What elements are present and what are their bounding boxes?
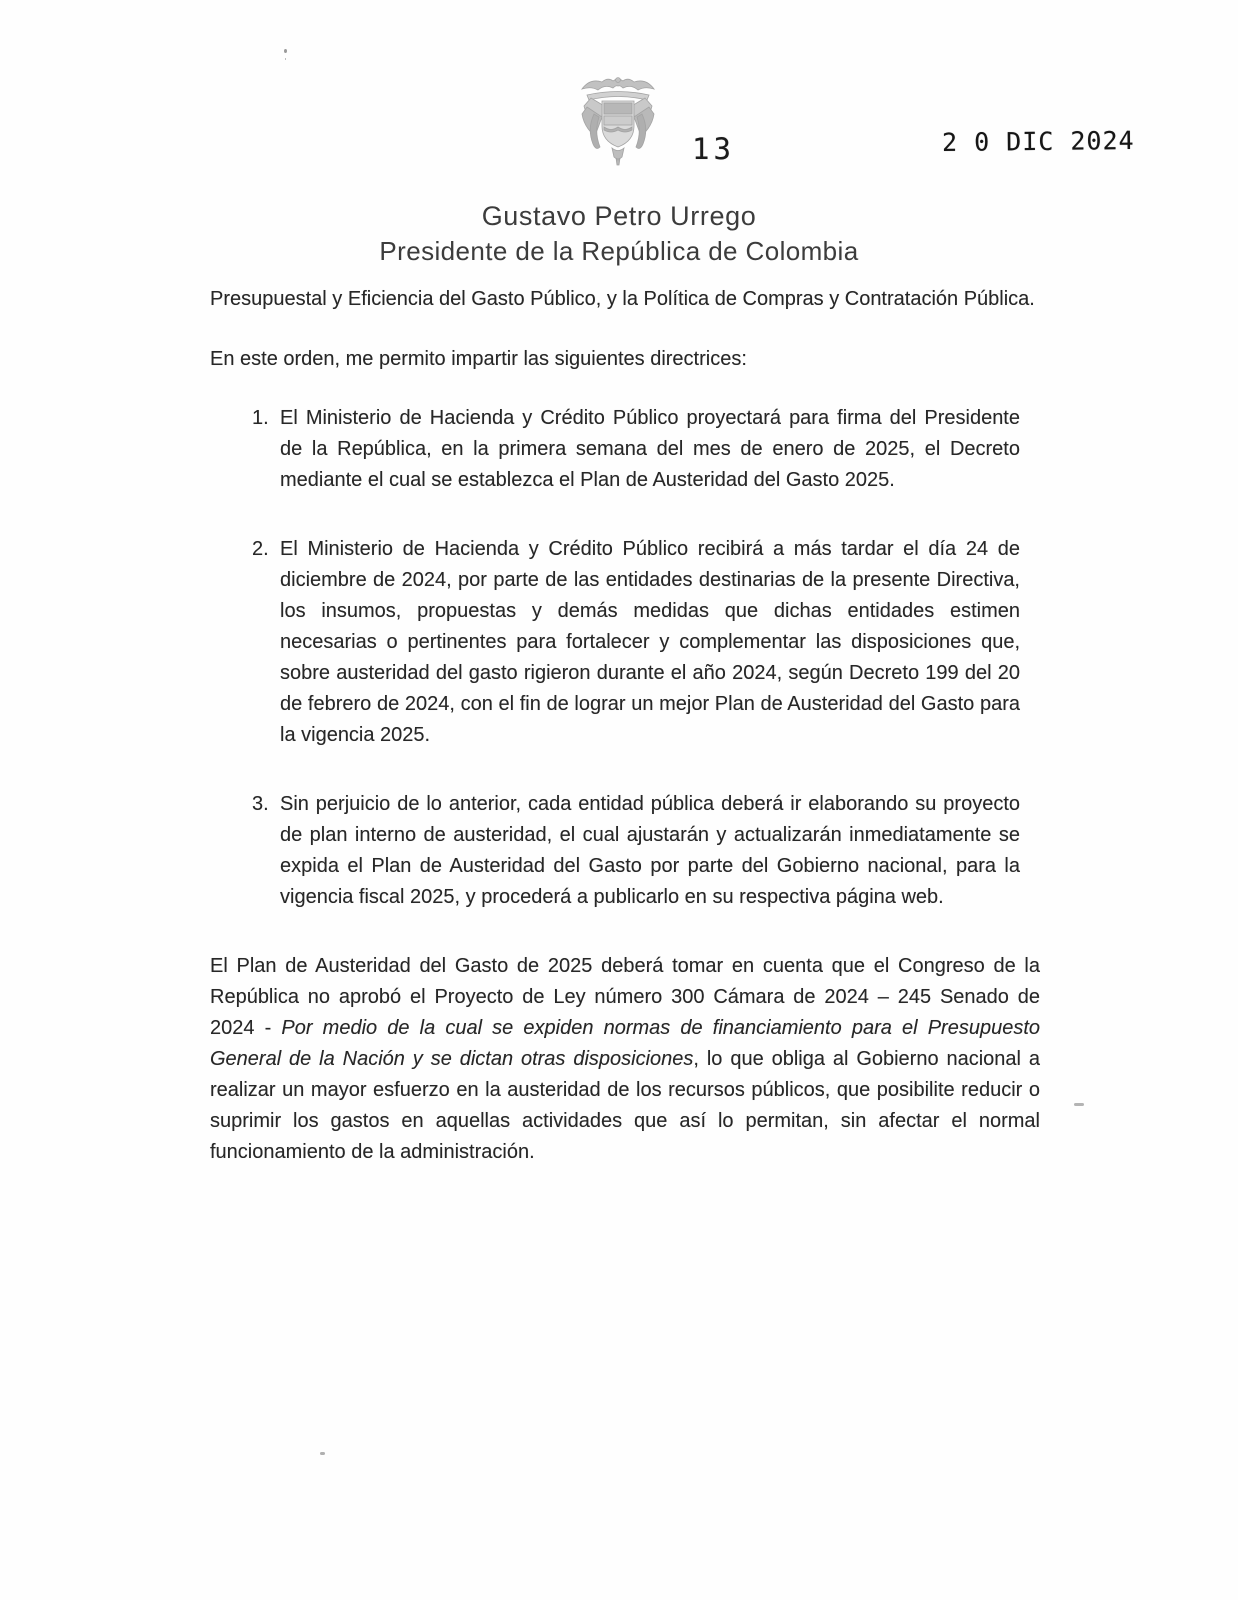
president-title: Presidente de la República de Colombia	[379, 236, 859, 266]
directive-text: Sin perjuicio de lo anterior, cada entidad pública deberá ir elaborando su proyecto de plan interno de austeridad, el cual ajustarán y actualizarán inmediatamente se expida el Plan de Austeridad del Gasto por parte del Gobierno nacional, para la vigencia fiscal 2025, y procederá a publicarlo en su respectiva página web.	[280, 793, 1020, 908]
closing-text-lead: El Plan de Austeridad del Gasto de 2025 deberá tomar en cuenta que el Congreso de la República no aprobó el Proyecto de Ley número 300 Cámara de 2024 – 245 Senado de 2024 -	[210, 955, 1040, 1039]
scan-speck	[320, 1452, 325, 1455]
directive-number: 3.	[252, 793, 269, 815]
scan-speck	[1074, 1103, 1084, 1106]
coat-of-arms-icon	[575, 74, 661, 183]
directives-list	[252, 403, 1040, 913]
closing-paragraph	[210, 951, 1040, 1168]
document-body	[210, 284, 1040, 1168]
president-name: Gustavo Petro Urrego	[481, 201, 757, 231]
letterhead	[0, 199, 1238, 268]
directive-item-3	[252, 789, 1040, 913]
directive-item-1	[252, 403, 1040, 496]
law-title-italic: Por medio de la cual se expiden normas de financiamiento para el Presupuesto General de la Nación y se dictan otras disposiciones	[210, 1017, 1040, 1070]
directive-number: 1.	[252, 407, 269, 429]
closing-text-tail: , lo que obliga al Gobierno nacional a realizar un mayor esfuerzo en la austeridad de los recursos públicos, que posibilite reducir o suprimir los gastos en aquellas actividades que así lo permitan, sin afectar el normal funcionamiento de la administración.	[210, 1048, 1041, 1163]
date-stamp: 2 0 DIC 2024	[941, 125, 1135, 158]
directive-text: El Ministerio de Hacienda y Crédito Público proyectará para firma del Presidente de la República, en la primera semana del mes de enero de 2025, el Decreto mediante el cual se establezca el Plan de Austeridad del Gasto 2025.	[280, 407, 1020, 491]
directive-text: El Ministerio de Hacienda y Crédito Público recibirá a más tardar el día 24 de diciembre de 2024, por parte de las entidades destinarias de la presente Directiva, los insumos, propuestas y demás medidas que dichas entidades estimen necesarias o pertinentes para fortalecer y complementar las disposiciones que, sobre austeridad del gasto rigieron durante el año 2024, según Decreto 199 del 20 de febrero de 2024, con el fin de lograr un mejor Plan de Austeridad del Gasto para la vigencia 2025.	[280, 538, 1020, 746]
page-number-stamp: 13	[692, 132, 735, 166]
directive-item-2	[252, 534, 1040, 751]
directive-number: 2.	[252, 538, 269, 560]
paragraph-continuation: Presupuestal y Eficiencia del Gasto Público, y la Política de Compras y Contratación Pública.	[210, 288, 1035, 310]
scan-speck	[284, 49, 287, 53]
paragraph-intro: En este orden, me permito impartir las siguientes directrices:	[210, 348, 747, 370]
